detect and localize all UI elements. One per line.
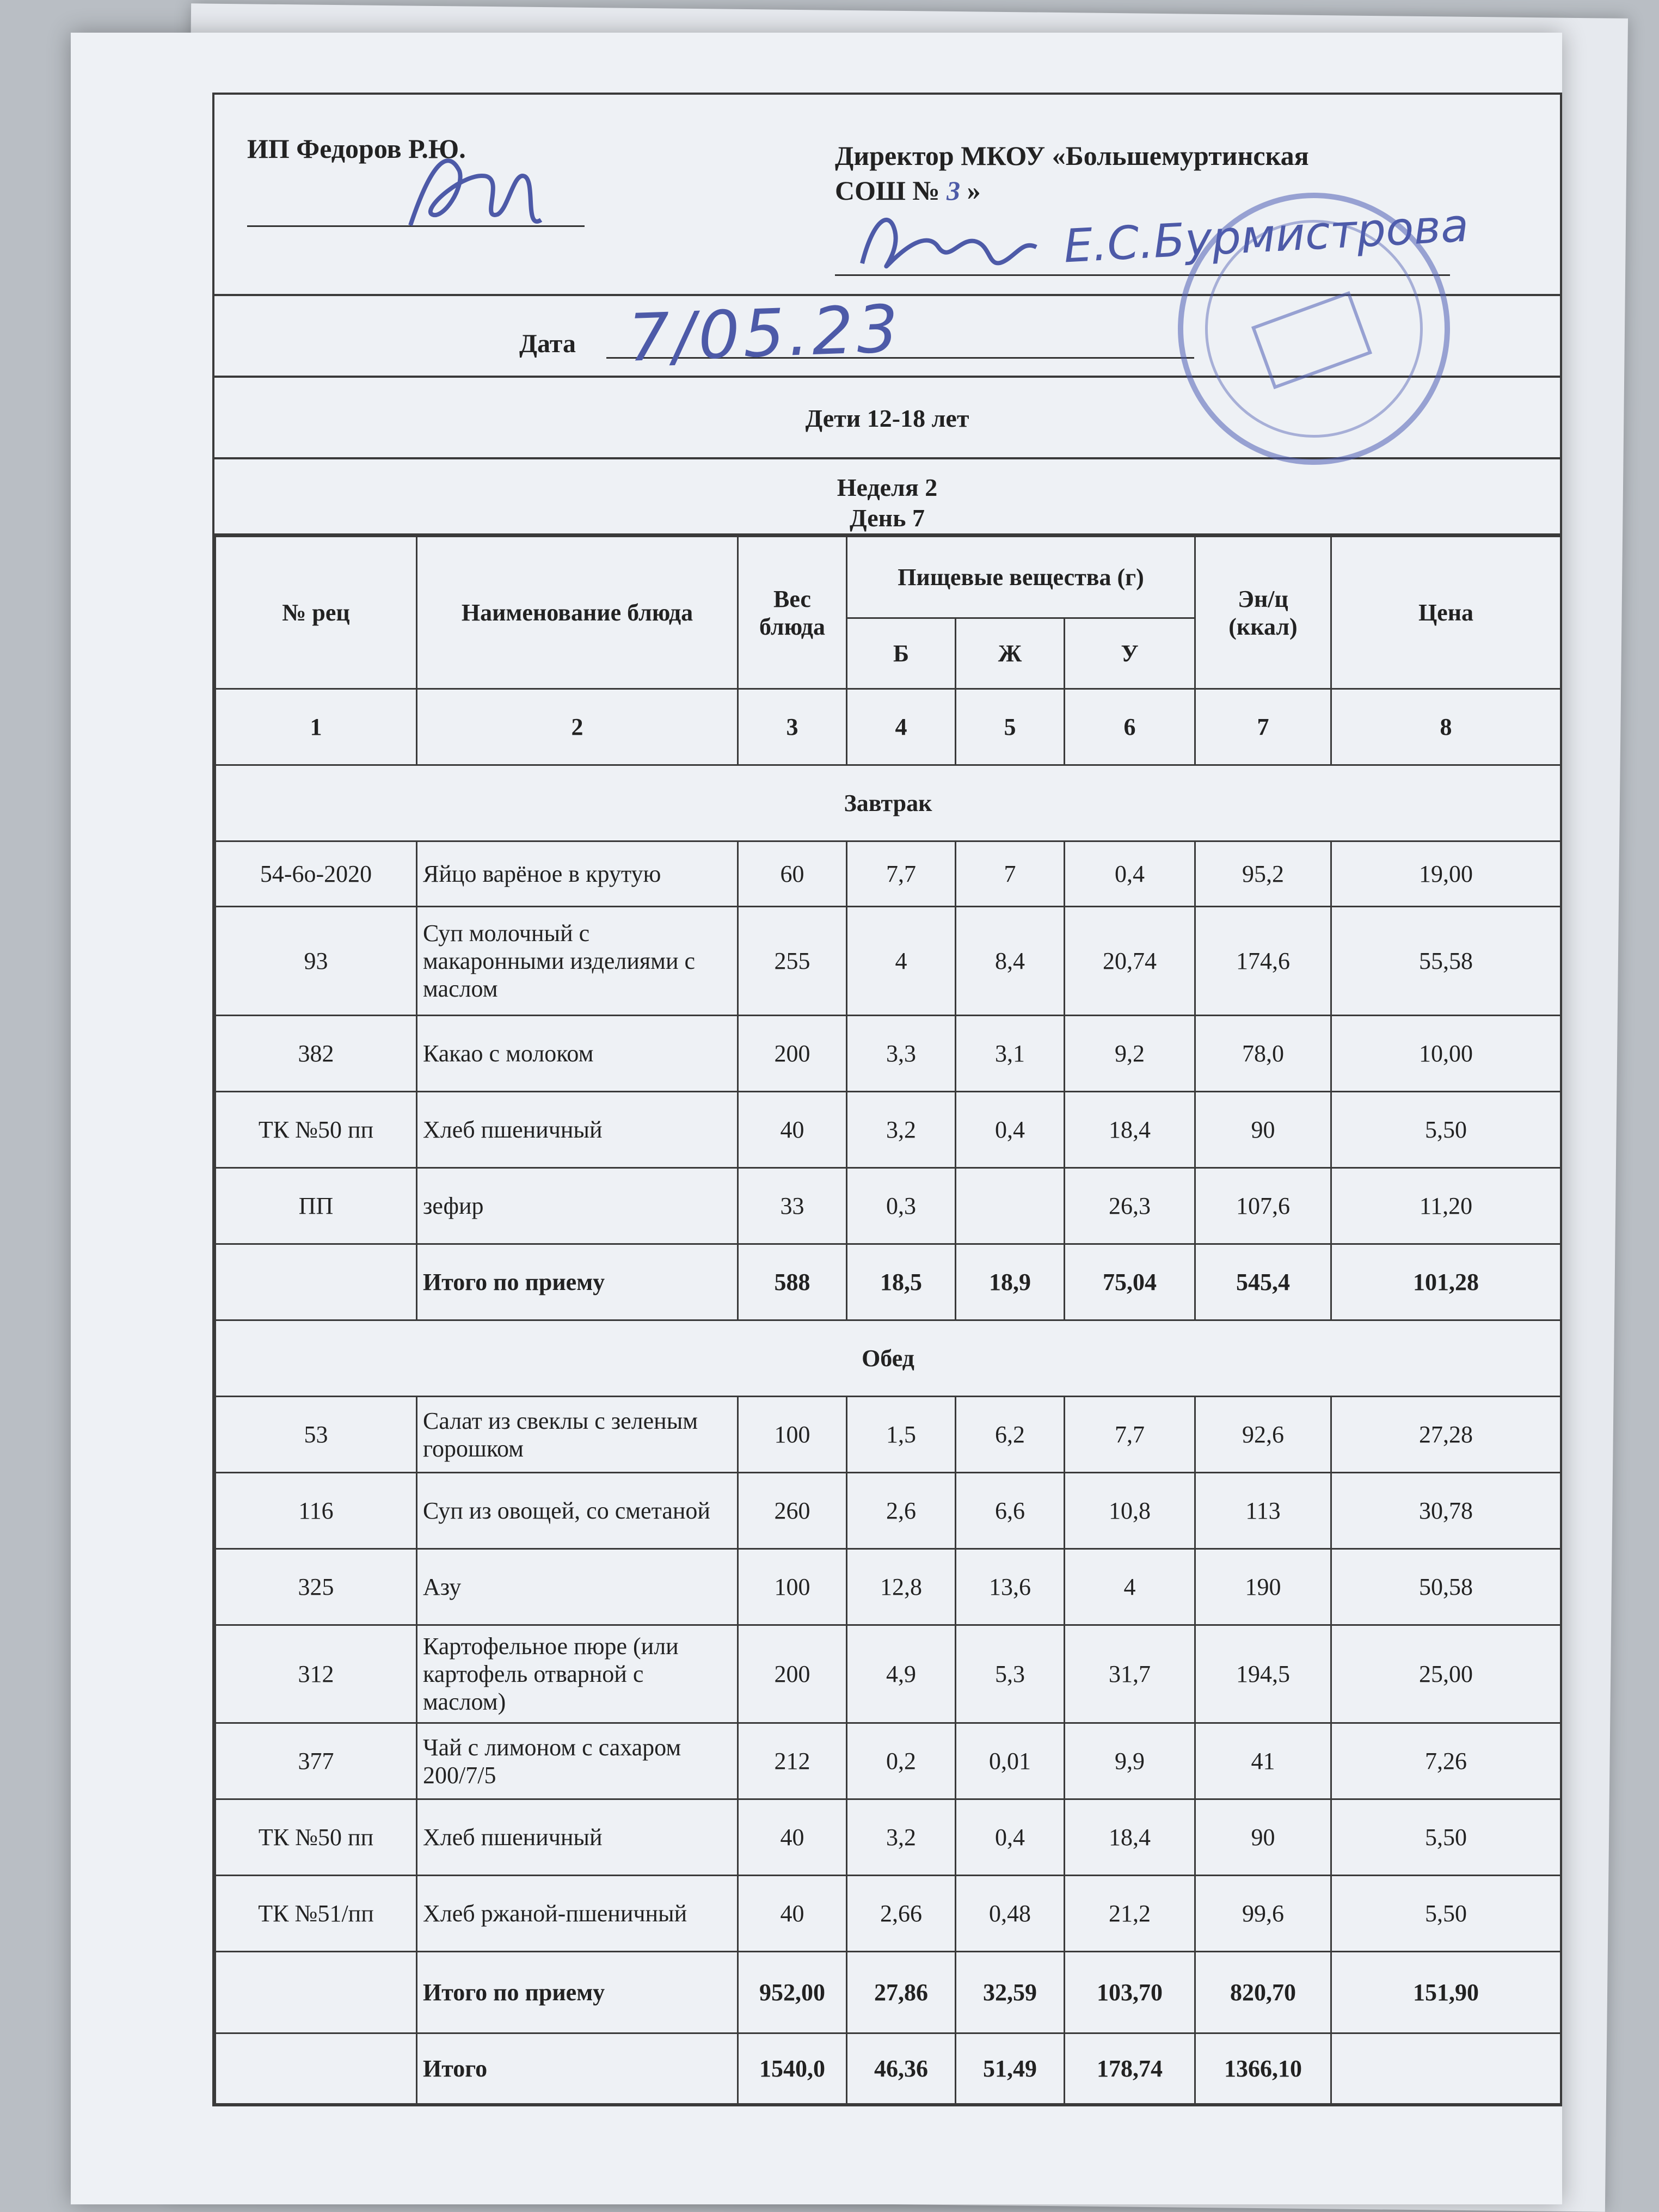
cell-dish-name: Азу (417, 1549, 738, 1625)
cell-fat: 0,4 (956, 1799, 1065, 1876)
total-label: Итого по приему (417, 1952, 738, 2033)
cell-weight: 33 (738, 1168, 847, 1244)
cell-weight: 60 (738, 841, 847, 907)
col-dish-name: Наименование блюда (417, 537, 738, 689)
cell-price: 30,78 (1331, 1473, 1561, 1549)
cell-rec-no: 325 (216, 1549, 417, 1625)
cell-rec-no: 382 (216, 1016, 417, 1092)
cell-protein: 3,3 (847, 1016, 956, 1092)
age-group: Дети 12-18 лет (214, 378, 1560, 459)
cell-weight: 40 (738, 1092, 847, 1168)
cell-weight: 100 (738, 1549, 847, 1625)
cell-carbs: 31,7 (1065, 1625, 1195, 1723)
cell-fat (956, 1168, 1065, 1244)
total-carbs: 103,70 (1065, 1952, 1195, 2033)
col-energy: Эн/ц (ккал) (1195, 537, 1331, 689)
cell-price: 5,50 (1331, 1799, 1561, 1876)
table-row (216, 1549, 1561, 1625)
table-row (216, 1473, 1561, 1549)
cell-rec-no: 377 (216, 1723, 417, 1799)
cell-protein: 3,2 (847, 1092, 956, 1168)
cell-price: 55,58 (1331, 907, 1561, 1016)
grand-total-protein: 46,36 (847, 2033, 956, 2104)
cell-protein: 3,2 (847, 1799, 956, 1876)
cell-weight: 40 (738, 1799, 847, 1876)
total-protein: 18,5 (847, 1244, 956, 1320)
header-row (216, 537, 1561, 618)
cell-rec-no: 54-6о-2020 (216, 841, 417, 907)
cell-weight: 255 (738, 907, 847, 1016)
cell-carbs: 10,8 (1065, 1473, 1195, 1549)
ip-name: ИП Федоров Р.Ю. (247, 133, 466, 164)
table-row (216, 1397, 1561, 1473)
col-number: 1 (216, 689, 417, 765)
col-number: 2 (417, 689, 738, 765)
cell-protein: 7,7 (847, 841, 956, 907)
col-number: 5 (956, 689, 1065, 765)
cell-carbs: 21,2 (1065, 1876, 1195, 1952)
school-close: » (960, 175, 981, 206)
cell-kcal: 92,6 (1195, 1397, 1331, 1473)
table-row (216, 1016, 1561, 1092)
cell-weight: 100 (738, 1397, 847, 1473)
school-number: 3 (947, 175, 961, 206)
cell-price: 5,50 (1331, 1092, 1561, 1168)
cell-weight: 260 (738, 1473, 847, 1549)
total-weight: 588 (738, 1244, 847, 1320)
col-weight: Вес блюда (738, 537, 847, 689)
total-fat: 18,9 (956, 1244, 1065, 1320)
cell-dish-name: Салат из свеклы с зеленым горошком (417, 1397, 738, 1473)
menu-table (214, 536, 1562, 2105)
total-fat: 32,59 (956, 1952, 1065, 2033)
cell-kcal: 194,5 (1195, 1625, 1331, 1723)
cell-fat: 5,3 (956, 1625, 1065, 1723)
total-price: 151,90 (1331, 1952, 1561, 2033)
cell-fat: 3,1 (956, 1016, 1065, 1092)
cell-fat: 6,6 (956, 1473, 1065, 1549)
cell-carbs: 26,3 (1065, 1168, 1195, 1244)
col-number: 4 (847, 689, 956, 765)
total-kcal: 820,70 (1195, 1952, 1331, 2033)
director-signature (851, 198, 1047, 291)
cell-weight: 200 (738, 1016, 847, 1092)
cell-rec-no: ТК №50 пп (216, 1799, 417, 1876)
total-carbs: 75,04 (1065, 1244, 1195, 1320)
cell-kcal: 41 (1195, 1723, 1331, 1799)
table-row (216, 907, 1561, 1016)
table-row (216, 1876, 1561, 1952)
cell-kcal: 190 (1195, 1549, 1331, 1625)
cell-carbs: 4 (1065, 1549, 1195, 1625)
cell-fat: 0,4 (956, 1092, 1065, 1168)
cell-carbs: 18,4 (1065, 1799, 1195, 1876)
date-label: Дата (519, 329, 576, 358)
cell-protein: 4,9 (847, 1625, 956, 1723)
cell-price: 5,50 (1331, 1876, 1561, 1952)
cell-price: 19,00 (1331, 841, 1561, 907)
lunch-total-row (216, 1952, 1561, 2033)
cell-kcal: 95,2 (1195, 841, 1331, 907)
cell-price: 10,00 (1331, 1016, 1561, 1092)
week-day-row (214, 459, 1560, 536)
total-protein: 27,86 (847, 1952, 956, 2033)
total-kcal: 545,4 (1195, 1244, 1331, 1320)
cell-dish-name: Суп из овощей, со сметаной (417, 1473, 738, 1549)
cell-dish-name: Хлеб пшеничный (417, 1092, 738, 1168)
grand-total-label: Итого (417, 2033, 738, 2104)
col-nutrients: Пищевые вещества (г) (847, 537, 1195, 618)
cell-fat: 6,2 (956, 1397, 1065, 1473)
lunch-rows (216, 1397, 1561, 1952)
table-row (216, 841, 1561, 907)
col-number: 7 (1195, 689, 1331, 765)
col-carbs: У (1065, 618, 1195, 689)
cell-dish-name: Чай с лимоном с сахаром 200/7/5 (417, 1723, 738, 1799)
cell-protein: 0,3 (847, 1168, 956, 1244)
cell-dish-name: Картофельное пюре (или картофель отварной с маслом) (417, 1625, 738, 1723)
cell-carbs: 20,74 (1065, 907, 1195, 1016)
grand-total-row (216, 2033, 1561, 2104)
cell-kcal: 107,6 (1195, 1168, 1331, 1244)
cell-price: 50,58 (1331, 1549, 1561, 1625)
cell-price: 11,20 (1331, 1168, 1561, 1244)
cell-rec-no: 116 (216, 1473, 417, 1549)
table-row (216, 1723, 1561, 1799)
grand-total-fat: 51,49 (956, 2033, 1065, 2104)
col-price: Цена (1331, 537, 1561, 689)
table-row (216, 1092, 1561, 1168)
cell-dish-name: Хлеб ржаной-пшеничный (417, 1876, 738, 1952)
cell-fat: 13,6 (956, 1549, 1065, 1625)
cell-protein: 12,8 (847, 1549, 956, 1625)
grand-total-kcal: 1366,10 (1195, 2033, 1331, 2104)
col-number: 8 (1331, 689, 1561, 765)
column-number-row (216, 689, 1561, 765)
cell-carbs: 7,7 (1065, 1397, 1195, 1473)
cell-price: 27,28 (1331, 1397, 1561, 1473)
table-row (216, 1799, 1561, 1876)
cell-carbs: 18,4 (1065, 1092, 1195, 1168)
cell-fat: 0,48 (956, 1876, 1065, 1952)
breakfast-total-row (216, 1244, 1561, 1320)
school-label: СОШ № (835, 175, 947, 206)
director-title (835, 138, 1309, 208)
cell-price: 7,26 (1331, 1723, 1561, 1799)
cell-kcal: 174,6 (1195, 907, 1331, 1016)
grand-total-price (1331, 2033, 1561, 2104)
col-fat: Ж (956, 618, 1065, 689)
day-label: День 7 (850, 504, 925, 532)
col-number: 3 (738, 689, 847, 765)
cell-fat: 8,4 (956, 907, 1065, 1016)
cell-carbs: 0,4 (1065, 841, 1195, 907)
cell-dish-name: Какао с молоком (417, 1016, 738, 1092)
col-number: 6 (1065, 689, 1195, 765)
lunch-section-row (216, 1320, 1561, 1397)
total-weight: 952,00 (738, 1952, 847, 2033)
date-value: 7/05.23 (626, 291, 903, 377)
total-rec (216, 1952, 417, 2033)
cell-kcal: 99,6 (1195, 1876, 1331, 1952)
cell-carbs: 9,9 (1065, 1723, 1195, 1799)
ip-signature (400, 138, 563, 247)
breakfast-section-row (216, 765, 1561, 841)
grand-total-weight: 1540,0 (738, 2033, 847, 2104)
cell-rec-no: ТК №50 пп (216, 1092, 417, 1168)
cell-kcal: 113 (1195, 1473, 1331, 1549)
total-rec (216, 1244, 417, 1320)
director-line-1: Директор МКОУ «Большемуртинская (835, 140, 1309, 171)
week-label: Неделя 2 (837, 474, 938, 501)
cell-price: 25,00 (1331, 1625, 1561, 1723)
cell-carbs: 9,2 (1065, 1016, 1195, 1092)
cell-weight: 40 (738, 1876, 847, 1952)
cell-rec-no: 53 (216, 1397, 417, 1473)
cell-kcal: 90 (1195, 1799, 1331, 1876)
cell-protein: 1,5 (847, 1397, 956, 1473)
cell-protein: 0,2 (847, 1723, 956, 1799)
cell-rec-no: ПП (216, 1168, 417, 1244)
cell-protein: 2,6 (847, 1473, 956, 1549)
cell-dish-name: Суп молочный с макаронными изделиями с маслом (417, 907, 738, 1016)
cell-protein: 4 (847, 907, 956, 1016)
cell-fat: 0,01 (956, 1723, 1065, 1799)
col-protein: Б (847, 618, 956, 689)
grand-total-rec (216, 2033, 417, 2104)
breakfast-title: Завтрак (216, 765, 1561, 841)
lunch-title: Обед (216, 1320, 1561, 1397)
cell-rec-no: 93 (216, 907, 417, 1016)
cell-weight: 200 (738, 1625, 847, 1723)
total-label: Итого по приему (417, 1244, 738, 1320)
director-signature-text: Е.С.Бурмистрова (1062, 198, 1470, 273)
breakfast-rows (216, 841, 1561, 1244)
cell-weight: 212 (738, 1723, 847, 1799)
cell-kcal: 78,0 (1195, 1016, 1331, 1092)
cell-rec-no: ТК №51/пп (216, 1876, 417, 1952)
document-frame (212, 93, 1562, 2106)
cell-protein: 2,66 (847, 1876, 956, 1952)
cell-rec-no: 312 (216, 1625, 417, 1723)
total-price: 101,28 (1331, 1244, 1561, 1320)
col-rec-no: № рец (216, 537, 417, 689)
document-sheet (71, 33, 1562, 2204)
cell-fat: 7 (956, 841, 1065, 907)
grand-total-carbs: 178,74 (1065, 2033, 1195, 2104)
cell-dish-name: Хлеб пшеничный (417, 1799, 738, 1876)
cell-dish-name: Яйцо варёное в крутую (417, 841, 738, 907)
table-row (216, 1168, 1561, 1244)
cell-kcal: 90 (1195, 1092, 1331, 1168)
table-row (216, 1625, 1561, 1723)
cell-dish-name: зефир (417, 1168, 738, 1244)
